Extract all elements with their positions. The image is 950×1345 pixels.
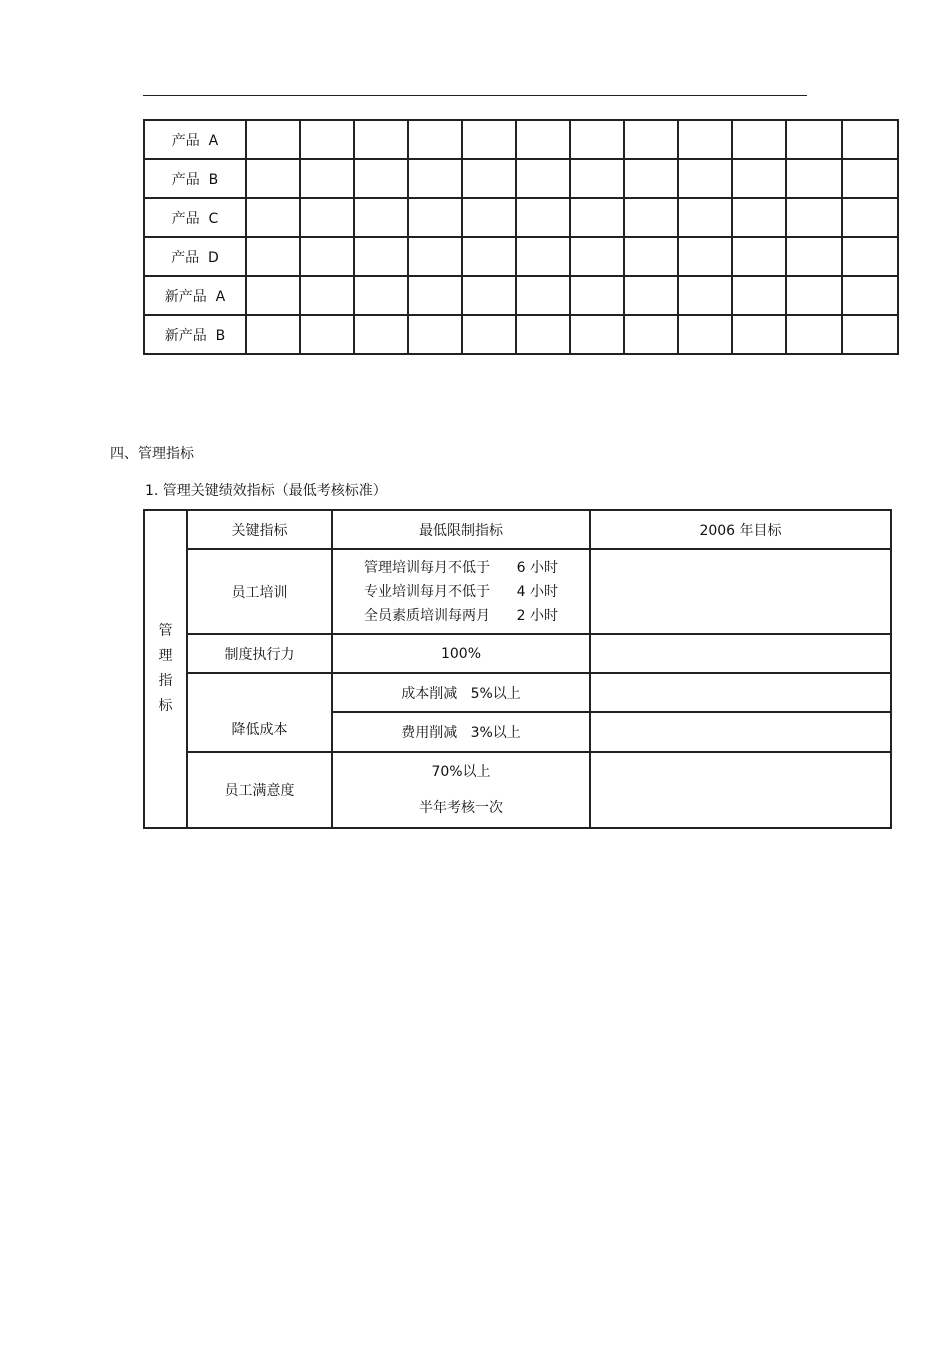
product-cell — [516, 198, 570, 237]
product-cell — [408, 276, 462, 315]
minimum-line: 全员素质培训每两月 2 小时 — [363, 607, 559, 624]
indicator-execution: 制度执行力 — [187, 634, 332, 673]
product-cell — [246, 276, 300, 315]
product-cell — [354, 276, 408, 315]
product-cell — [624, 159, 678, 198]
product-cell — [786, 276, 842, 315]
product-cell — [246, 198, 300, 237]
minimum-cost-2: 费用削减 3%以上 — [332, 712, 590, 752]
product-cell — [300, 237, 354, 276]
product-cell — [570, 198, 624, 237]
product-cell — [678, 276, 732, 315]
minimum-cost-1: 成本削减 5%以上 — [332, 673, 590, 712]
product-cell — [462, 315, 516, 354]
minimum-training — [332, 549, 590, 634]
product-cell — [732, 159, 786, 198]
product-cell — [842, 276, 898, 315]
product-cell — [354, 315, 408, 354]
subsection-heading: 1. 管理关键绩效指标（最低考核标准） — [145, 483, 387, 499]
product-cell — [516, 159, 570, 198]
product-cell — [408, 120, 462, 159]
product-cell — [624, 120, 678, 159]
product-row — [144, 120, 898, 159]
product-name: 新产品 B — [144, 315, 246, 354]
product-cell — [570, 276, 624, 315]
product-cell — [624, 276, 678, 315]
product-cell — [516, 276, 570, 315]
target-satisfaction — [590, 752, 891, 828]
product-cell — [842, 237, 898, 276]
product-cell — [732, 120, 786, 159]
product-cell — [624, 315, 678, 354]
product-cell — [732, 315, 786, 354]
minimum-satisfaction — [332, 752, 590, 828]
product-cell — [354, 120, 408, 159]
product-cell — [570, 159, 624, 198]
indicator-cost: 降低成本 — [187, 673, 332, 752]
product-row — [144, 315, 898, 354]
product-cell — [300, 315, 354, 354]
product-cell — [570, 120, 624, 159]
product-cell — [462, 276, 516, 315]
top-rule — [143, 95, 807, 96]
header-target: 2006 年目标 — [590, 510, 891, 549]
product-cell — [300, 276, 354, 315]
product-cell — [300, 120, 354, 159]
category-char: 标 — [158, 698, 173, 714]
product-cell — [786, 120, 842, 159]
product-cell — [246, 237, 300, 276]
product-cell — [246, 159, 300, 198]
product-cell — [354, 237, 408, 276]
product-cell — [786, 315, 842, 354]
product-cell — [732, 237, 786, 276]
product-cell — [462, 159, 516, 198]
product-cell — [678, 315, 732, 354]
minimum-line: 半年考核一次 — [419, 800, 503, 816]
target-execution — [590, 634, 891, 673]
kpi-header-row — [144, 510, 891, 549]
product-cell — [678, 120, 732, 159]
category-char: 指 — [158, 673, 173, 689]
minimum-execution: 100% — [332, 634, 590, 673]
product-cell — [300, 198, 354, 237]
product-name: 产品 D — [144, 237, 246, 276]
kpi-row-training — [144, 549, 891, 634]
minimum-line: 70%以上 — [431, 764, 491, 780]
product-cell — [516, 237, 570, 276]
product-cell — [246, 120, 300, 159]
product-cell — [462, 198, 516, 237]
product-cell — [732, 198, 786, 237]
product-cell — [246, 315, 300, 354]
product-cell — [408, 315, 462, 354]
kpi-row-cost-1 — [144, 673, 891, 712]
product-cell — [732, 276, 786, 315]
product-cell — [354, 159, 408, 198]
product-name: 产品 B — [144, 159, 246, 198]
kpi-table — [143, 509, 892, 829]
product-name: 产品 C — [144, 198, 246, 237]
product-table — [143, 119, 899, 355]
product-cell — [842, 198, 898, 237]
header-indicator: 关键指标 — [187, 510, 332, 549]
section-heading: 四、管理指标 — [110, 446, 194, 462]
minimum-line: 专业培训每月不低于 4 小时 — [363, 583, 559, 600]
product-row — [144, 276, 898, 315]
minimum-line: 管理培训每月不低于 6 小时 — [363, 559, 559, 576]
indicator-satisfaction: 员工满意度 — [187, 752, 332, 828]
product-cell — [354, 198, 408, 237]
target-cost-1 — [590, 673, 891, 712]
product-cell — [516, 315, 570, 354]
product-cell — [678, 159, 732, 198]
header-minimum: 最低限制指标 — [332, 510, 590, 549]
product-row — [144, 159, 898, 198]
product-cell — [678, 198, 732, 237]
product-cell — [570, 315, 624, 354]
product-cell — [786, 159, 842, 198]
target-cost-2 — [590, 712, 891, 752]
product-name: 产品 A — [144, 120, 246, 159]
product-cell — [300, 159, 354, 198]
product-cell — [462, 120, 516, 159]
product-cell — [842, 120, 898, 159]
product-row — [144, 198, 898, 237]
target-training — [590, 549, 891, 634]
product-cell — [678, 237, 732, 276]
kpi-row-satisfaction — [144, 752, 891, 828]
product-cell — [408, 237, 462, 276]
product-cell — [624, 198, 678, 237]
product-cell — [786, 237, 842, 276]
product-cell — [408, 198, 462, 237]
product-cell — [624, 237, 678, 276]
product-name: 新产品 A — [144, 276, 246, 315]
product-cell — [842, 159, 898, 198]
product-cell — [516, 120, 570, 159]
category-char: 理 — [158, 648, 173, 664]
product-cell — [842, 315, 898, 354]
product-cell — [462, 237, 516, 276]
product-cell — [408, 159, 462, 198]
indicator-training: 员工培训 — [187, 549, 332, 634]
kpi-row-execution — [144, 634, 891, 673]
product-cell — [786, 198, 842, 237]
category-cell — [144, 510, 187, 828]
product-cell — [570, 237, 624, 276]
product-row — [144, 237, 898, 276]
category-char: 管 — [158, 623, 173, 639]
